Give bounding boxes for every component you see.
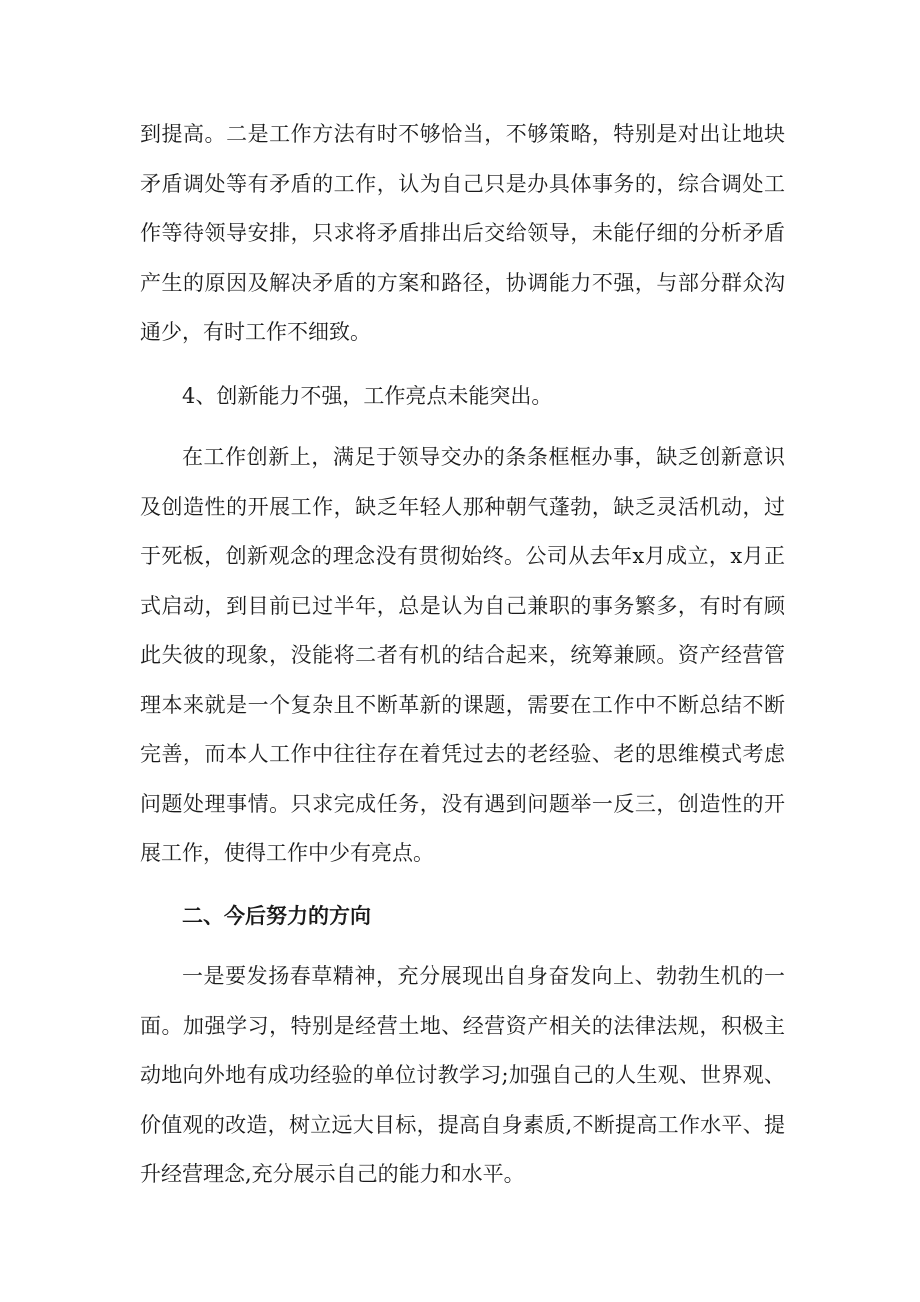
paragraph-innovation: 在工作创新上，满足于领导交办的条条框框办事，缺乏创新意识及创造性的开展工作，缺乏年轻人那种朝气蓬勃，缺乏灵活机动，过于死板，创新观念的理念没有贯彻始终。公司从去年x月成立，x月正式启动，到目前已过半年，总是认为自己兼职的事务繁多，有时有顾此失彼的现象，没能将二者有机的结合起来，统筹兼顾。资产经营管理本来就是一个复杂且不断革新的课题，需要在工作中不断总结不断完善，而本人工作中往往存在着凭过去的老经验、老的思维模式考虑问题处理事情。只求完成任务，没有遇到问题举一反三，创造性的开展工作，使得工作中少有亮点。 xyxy=(140,445,785,865)
section-item-innovation-heading: 4、创新能力不强，工作亮点未能突出。 xyxy=(182,384,553,408)
paragraph-future-direction: 一是要发扬春草精神，充分展现出自身奋发向上、勃勃生机的一面。加强学习，特别是经营土地、经营资产相关的法律法规，积极主动地向外地有成功经验的单位讨教学习;加强自己的人生观、世界观、价值观的改造，树立远大目标，提高自身素质,不断提高工作水平、提升经营理念,充分展示自己的能力和水平。 xyxy=(140,964,785,1186)
section-heading-future-direction: 二、今后努力的方向 xyxy=(182,903,371,928)
paragraph-work-method: 到提高。二是工作方法有时不够恰当，不够策略，特别是对出让地块矛盾调处等有矛盾的工作，认为自己只是办具体事务的，综合调处工作等待领导安排，只求将矛盾排出后交给领导，未能仔细的分析矛盾产生的原因及解决矛盾的方案和路径，协调能力不强，与部分群众沟通少，有时工作不细致。 xyxy=(140,122,785,344)
